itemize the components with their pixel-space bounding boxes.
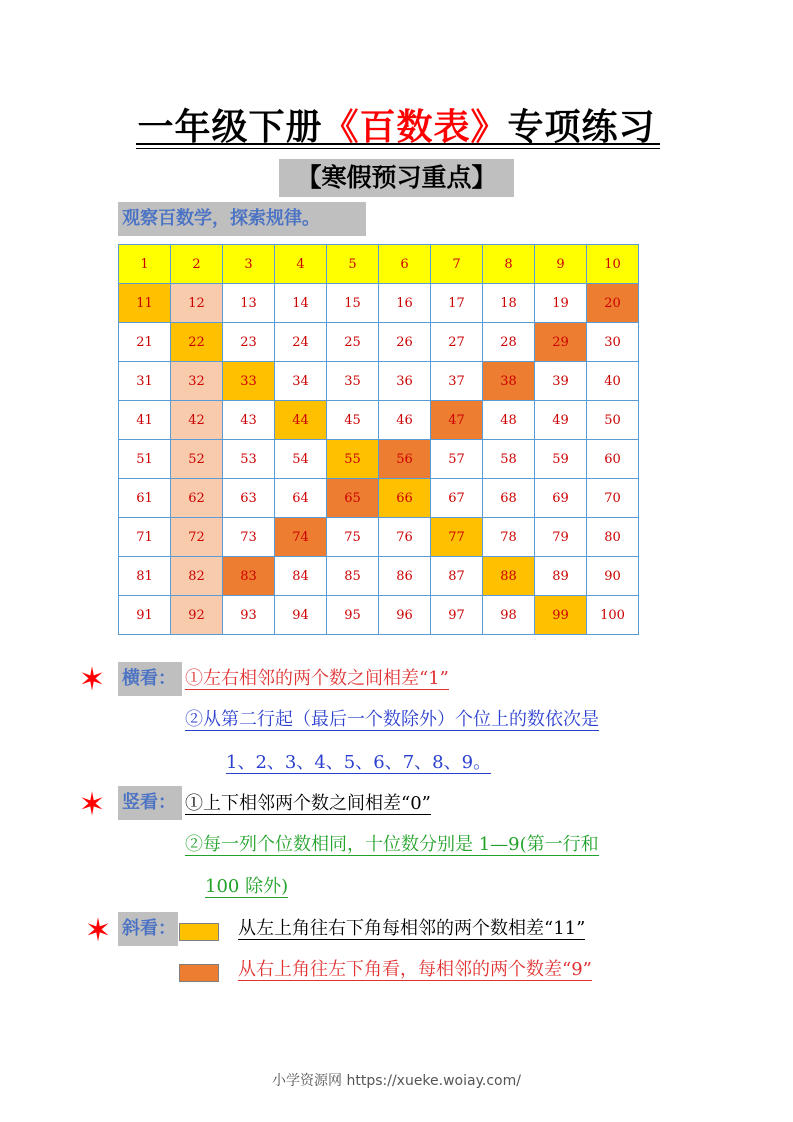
grid-cell-23: 23 (223, 323, 275, 362)
grid-cell-9: 9 (535, 245, 587, 284)
grid-cell-98: 98 (483, 596, 535, 635)
grid-cell-80: 80 (587, 518, 639, 557)
diagonal-rule-1: 从左上角往右下角每相邻的两个数相差“11” (238, 918, 586, 939)
grid-cell-4: 4 (275, 245, 327, 284)
grid-cell-14: 14 (275, 284, 327, 323)
table-row (119, 596, 639, 635)
grid-cell-79: 79 (535, 518, 587, 557)
grid-cell-93: 93 (223, 596, 275, 635)
intro-banner: 观察百数学，探索规律。 (118, 202, 366, 236)
grid-cell-54: 54 (275, 440, 327, 479)
diagonal-rule-2: 从右上角往左下角看，每相邻的两个数差“9” (238, 959, 592, 980)
grid-cell-68: 68 (483, 479, 535, 518)
grid-cell-99: 99 (535, 596, 587, 635)
grid-cell-56: 56 (379, 440, 431, 479)
grid-cell-10: 10 (587, 245, 639, 284)
grid-cell-29: 29 (535, 323, 587, 362)
table-row (119, 401, 639, 440)
grid-cell-36: 36 (379, 362, 431, 401)
grid-cell-64: 64 (275, 479, 327, 518)
title-underline-thin (136, 148, 660, 149)
grid-cell-81: 81 (119, 557, 171, 596)
grid-cell-19: 19 (535, 284, 587, 323)
horizontal-label: 横看： (118, 662, 182, 696)
grid-cell-75: 75 (327, 518, 379, 557)
grid-cell-17: 17 (431, 284, 483, 323)
grid-cell-73: 73 (223, 518, 275, 557)
title-part3: 专项练习 (507, 106, 656, 148)
grid-cell-85: 85 (327, 557, 379, 596)
table-row (119, 518, 639, 557)
vertical-rule-2a: ②每一列个位数相同，十位数分别是 1—9(第一行和 (185, 834, 599, 855)
grid-cell-51: 51 (119, 440, 171, 479)
table-row (119, 440, 639, 479)
orange-swatch (179, 964, 219, 982)
grid-cell-5: 5 (327, 245, 379, 284)
grid-cell-43: 43 (223, 401, 275, 440)
grid-cell-90: 90 (587, 557, 639, 596)
grid-cell-27: 27 (431, 323, 483, 362)
grid-cell-18: 18 (483, 284, 535, 323)
grid-cell-45: 45 (327, 401, 379, 440)
star-icon: ✶ (78, 660, 106, 698)
grid-cell-26: 26 (379, 323, 431, 362)
grid-cell-16: 16 (379, 284, 431, 323)
grid-cell-96: 96 (379, 596, 431, 635)
grid-cell-55: 55 (327, 440, 379, 479)
grid-cell-44: 44 (275, 401, 327, 440)
star-icon: ✶ (78, 785, 106, 823)
vertical-rule-1: ①上下相邻两个数之间相差“0” (185, 793, 431, 814)
star-icon: ✶ (84, 911, 112, 949)
grid-cell-67: 67 (431, 479, 483, 518)
grid-cell-34: 34 (275, 362, 327, 401)
grid-cell-89: 89 (535, 557, 587, 596)
grid-cell-3: 3 (223, 245, 275, 284)
grid-cell-38: 38 (483, 362, 535, 401)
title-part1: 一年级下册 (137, 106, 323, 148)
grid-cell-8: 8 (483, 245, 535, 284)
title-underline (136, 143, 660, 145)
subtitle-banner: 【寒假预习重点】 (279, 159, 514, 197)
grid-cell-20: 20 (587, 284, 639, 323)
grid-cell-61: 61 (119, 479, 171, 518)
table-row (119, 362, 639, 401)
grid-cell-77: 77 (431, 518, 483, 557)
grid-cell-25: 25 (327, 323, 379, 362)
grid-cell-82: 82 (171, 557, 223, 596)
grid-cell-13: 13 (223, 284, 275, 323)
grid-cell-21: 21 (119, 323, 171, 362)
grid-cell-31: 31 (119, 362, 171, 401)
grid-cell-49: 49 (535, 401, 587, 440)
grid-cell-65: 65 (327, 479, 379, 518)
grid-cell-48: 48 (483, 401, 535, 440)
grid-cell-66: 66 (379, 479, 431, 518)
grid-cell-7: 7 (431, 245, 483, 284)
grid-cell-71: 71 (119, 518, 171, 557)
horizontal-rule-1: ①左右相邻的两个数之间相差“1” (185, 668, 449, 689)
grid-cell-11: 11 (119, 284, 171, 323)
grid-cell-39: 39 (535, 362, 587, 401)
grid-cell-59: 59 (535, 440, 587, 479)
grid-cell-94: 94 (275, 596, 327, 635)
table-row (119, 284, 639, 323)
horizontal-rule-2a: ②从第二行起（最后一个数除外）个位上的数依次是 (185, 709, 599, 730)
grid-cell-100: 100 (587, 596, 639, 635)
vertical-label: 竖看： (118, 786, 182, 820)
grid-cell-15: 15 (327, 284, 379, 323)
grid-cell-30: 30 (587, 323, 639, 362)
grid-cell-63: 63 (223, 479, 275, 518)
grid-cell-91: 91 (119, 596, 171, 635)
title-part2: 《百数表》 (322, 106, 508, 148)
grid-cell-41: 41 (119, 401, 171, 440)
hundred-chart-table (118, 244, 639, 635)
grid-cell-60: 60 (587, 440, 639, 479)
grid-cell-97: 97 (431, 596, 483, 635)
grid-cell-83: 83 (223, 557, 275, 596)
grid-cell-58: 58 (483, 440, 535, 479)
diagonal-label: 斜看： (118, 912, 178, 946)
grid-cell-87: 87 (431, 557, 483, 596)
grid-cell-6: 6 (379, 245, 431, 284)
grid-cell-57: 57 (431, 440, 483, 479)
grid-cell-53: 53 (223, 440, 275, 479)
grid-cell-50: 50 (587, 401, 639, 440)
grid-cell-24: 24 (275, 323, 327, 362)
grid-cell-28: 28 (483, 323, 535, 362)
grid-cell-2: 2 (171, 245, 223, 284)
gold-swatch (179, 923, 219, 941)
table-row (119, 323, 639, 362)
grid-cell-74: 74 (275, 518, 327, 557)
grid-cell-32: 32 (171, 362, 223, 401)
grid-cell-95: 95 (327, 596, 379, 635)
grid-cell-52: 52 (171, 440, 223, 479)
grid-cell-88: 88 (483, 557, 535, 596)
table-row (119, 479, 639, 518)
footer-source: 小学资源网 https://xueke.woiay.com/ (272, 1073, 521, 1089)
table-row (119, 245, 639, 284)
grid-cell-12: 12 (171, 284, 223, 323)
horizontal-rule-2b: 1、2、3、4、5、6、7、8、9。 (226, 752, 492, 773)
grid-cell-78: 78 (483, 518, 535, 557)
grid-cell-47: 47 (431, 401, 483, 440)
table-row (119, 557, 639, 596)
grid-cell-92: 92 (171, 596, 223, 635)
grid-cell-42: 42 (171, 401, 223, 440)
vertical-rule-2b: 100 除外) (205, 876, 289, 897)
grid-cell-35: 35 (327, 362, 379, 401)
grid-cell-22: 22 (171, 323, 223, 362)
grid-cell-46: 46 (379, 401, 431, 440)
grid-cell-40: 40 (587, 362, 639, 401)
grid-cell-69: 69 (535, 479, 587, 518)
grid-cell-33: 33 (223, 362, 275, 401)
grid-cell-62: 62 (171, 479, 223, 518)
grid-cell-86: 86 (379, 557, 431, 596)
grid-cell-76: 76 (379, 518, 431, 557)
grid-cell-1: 1 (119, 245, 171, 284)
grid-cell-84: 84 (275, 557, 327, 596)
grid-cell-37: 37 (431, 362, 483, 401)
grid-cell-70: 70 (587, 479, 639, 518)
grid-cell-72: 72 (171, 518, 223, 557)
